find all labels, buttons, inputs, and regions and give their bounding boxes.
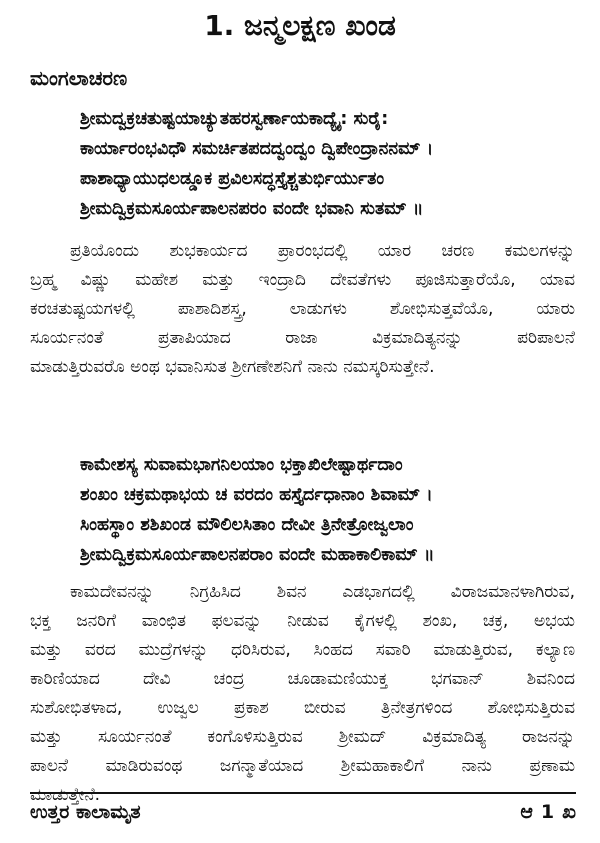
footer-divider — [30, 792, 576, 794]
paragraph-line: ಸುಶೋಭಿತಳಾದ, ಉಜ್ವಲ ಪ್ರಕಾಶ ಬೀರುವ ತ್ರಿನೇತ್ರಗಳಿಂದ ಶೋಭಿಸುತ್ತಿರುವ — [30, 698, 575, 718]
paragraph-line: ಮಾಡುತ್ತಿರುವರೊ ಅಂಥ ಭವಾನಿಸುತ ಶ್ರೀಗಣೇಶನಿಗೆ ನಾನು ನಮಸ್ಕರಿಸುತ್ತೇನೆ. — [30, 357, 435, 377]
paragraph-line: ಪಾಲನೆ ಮಾಡಿರುವಂಥ ಜಗನ್ಮಾತೆಯಾದ ಶ್ರೀಮಹಾಕಾಲಿಗೆ ನಾನು ಪ್ರಣಾಮ — [30, 756, 575, 776]
verse-line: ಕಾಮೇಶಸ್ಯ ಸುವಾಮಭಾಗನಿಲಯಾಂ ಭಕ್ತಾಖಿಲೇಷ್ಟಾರ್ಥದಾಂ — [80, 455, 403, 475]
paragraph-line: ಸೂರ್ಯನಂತೆ ಪ್ರತಾಪಿಯಾದ ರಾಜಾ ವಿಕ್ರಮಾದಿತ್ಯನನ್ನು ಪರಿಪಾಲನೆ — [30, 328, 575, 348]
verse-line: ಕಾರ್ಯಾರಂಭವಿಧೌ ಸಮರ್ಚಿತಪದದ್ವಂದ್ವಂ ದ್ವಿಪೇಂದ್ರಾನನಮ್ । — [80, 139, 434, 159]
paragraph-line: ಮತ್ತು ಸೂರ್ಯನಂತೆ ಕಂಗೊಳಿಸುತ್ತಿರುವ ಶ್ರೀಮದ್ ವಿಕ್ರಮಾದಿತ್ಯ ರಾಜನನ್ನು — [30, 727, 575, 747]
verse-line: ಪಾಶಾಧ್ಯಾಯುಧಲಡ್ಡೂಕ ಪ್ರವಿಲಸದ್ಧಸ್ತೈಶ್ಚತುರ್ಭಿರ್ಯುತಂ — [80, 169, 385, 189]
paragraph — [30, 578, 575, 810]
verse-line: ಶ್ರೀಮದ್ವಿಕ್ರಮಸೂರ್ಯಪಾಲನಪರಾಂ ವಂದೇ ಮಹಾಕಾಲಿಕಾಮ್ ॥ — [80, 545, 435, 565]
verse-block — [80, 104, 580, 224]
verse-line: ಶಂಖಂ ಚಕ್ರಮಥಾಭಯ ಚ ವರದಂ ಹಸ್ತೈರ್ದಧಾನಾಂ ಶಿವಾಮ್ । — [80, 485, 433, 505]
verse-line: ಸಿಂಹಸ್ಥಾಂ ಶಶಿಖಂಡ ಮೌಲಿಲಸಿತಾಂ ದೇವೀ ತ್ರಿನೇತ್ರೋಜ್ವಲಾಂ — [80, 515, 414, 535]
paragraph-line: ಭಕ್ತ ಜನರಿಗೆ ವಾಂಛಿತ ಫಲವನ್ನು ನೀಡುವ ಕೈಗಳಲ್ಲಿ ಶಂಖ, ಚಕ್ರ, ಅಭಯ — [30, 611, 575, 631]
paragraph-line: ಕರಚತುಷ್ಟಯಗಳಲ್ಲಿ ಪಾಶಾದಿಶಸ್ತ್ರ, ಲಾಡುಗಳು ಶೋಭಿಸುತ್ತವೆಯೊ, ಯಾರು — [30, 299, 575, 319]
verse-line: ಶ್ರೀಮದ್ವಿಕ್ರಮಸೂರ್ಯಪಾಲನಪರಂ ವಂದೇ ಭವಾನಿ ಸುತಮ್ ॥ — [80, 199, 424, 219]
paragraph-line: ಕಾಮದೇವನನ್ನು ನಿಗ್ರಹಿಸಿದ ಶಿವನ ಎಡಭಾಗದಲ್ಲಿ ವಿರಾಜಮಾನಳಾಗಿರುವ, — [70, 582, 575, 602]
section-heading: ಮಂಗಲಾಚರಣ — [30, 66, 128, 90]
page-number-group — [520, 798, 576, 826]
paragraph-line: ಮಾಡುತ್ತೇನೆ. — [30, 785, 100, 805]
paragraph — [30, 237, 575, 382]
running-footer-title: ಉತ್ತರ ಕಾಲಾಮೃತ — [30, 801, 141, 823]
page-ornament-right: ಖ — [562, 801, 576, 823]
page-ornament-left: ಆ — [520, 801, 533, 823]
verse-block — [80, 450, 580, 570]
paragraph-line: ಕಾರಿಣಿಯಾದ ದೇವಿ ಚಂದ್ರ ಚೂಡಾಮಣಿಯುಕ್ತ ಭಗವಾನ್ ಶಿವನಿಂದ — [30, 669, 575, 689]
verse-line: ಶ್ರೀಮದ್ವಕ್ರಚತುಷ್ಟಯಾಚ್ಯುತಹರಸ್ವರ್ಣಾಯಕಾದ್ಯೈ: ಸುರೈ: — [80, 109, 389, 129]
page-number: 1 — [540, 801, 555, 823]
paragraph-line: ಪ್ರತಿಯೊಂದು ಶುಭಕಾರ್ಯದ ಪ್ರಾರಂಭದಲ್ಲಿ ಯಾರ ಚರಣ ಕಮಲಗಳನ್ನು — [70, 241, 575, 261]
paragraph-line: ಮತ್ತು ವರದ ಮುದ್ರೆಗಳನ್ನು ಧರಿಸಿರುವ, ಸಿಂಹದ ಸವಾರಿ ಮಾಡುತ್ತಿರುವ, ಕಲ್ಯಾಣ — [30, 640, 575, 660]
chapter-title: 1. ಜನ್ಮಲಕ್ಷಣ ಖಂಡ — [204, 9, 396, 42]
paragraph-line: ಬ್ರಹ್ಮ ವಿಷ್ಣು ಮಹೇಶ ಮತ್ತು ಇಂದ್ರಾದಿ ದೇವತೆಗಳು ಪೂಜಿಸುತ್ತಾರೆಯೊ, ಯಾವ — [30, 270, 575, 290]
